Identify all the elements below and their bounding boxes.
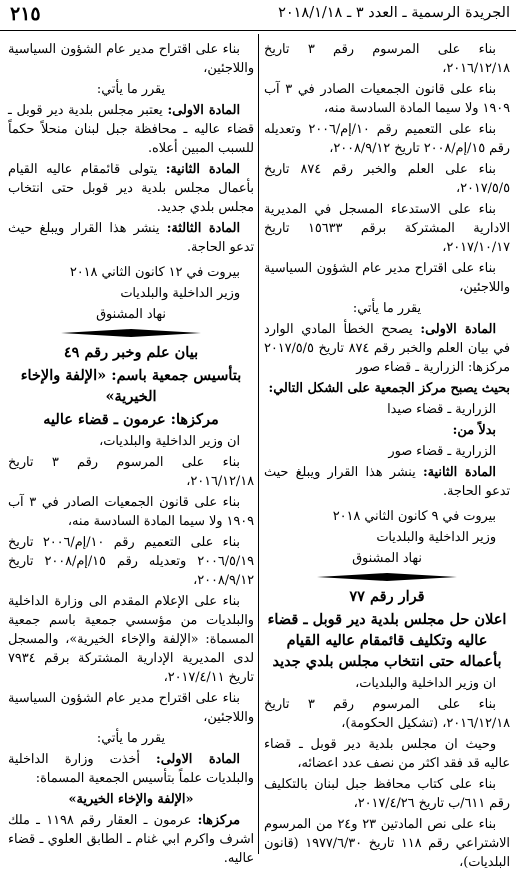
article-label: المادة الثانية: <box>422 465 496 480</box>
paragraph: بناء على اقتراح مدير عام الشؤون السياسية واللاجئين، <box>264 261 510 295</box>
gazette-title: الجريدة الرسمية ـ العدد ٣ ـ ٢٠١٨/١/١٨ <box>278 5 510 21</box>
paragraph: بناء على الإعلام المقدم الى وزارة الداخلية والبلديات من مؤسسي جمعية باسم جمعية المسماة: «الإلفة والإخاء الخيرية»، والمسجل لدى المديرية الإدارية المشتركة برقم ٧٩٣٤ تاريخ ٢٠١٧/٤/١١، <box>8 594 254 685</box>
paragraph: بناء على العلم والخبر رقم ٨٧٤ تاريخ ٢٠١٧/٥/٥، <box>264 162 510 196</box>
paragraph: بناء على اقتراح مدير عام الشؤون السياسية واللاجئين، <box>8 691 254 725</box>
paragraph: بناء على نص المادتين ٢٣ و٢٤ من المرسوم الاشتراعي رقم ١١٨ تاريخ ١٩٧٧/٦/٣٠ (قانون البلديات)، <box>264 817 510 870</box>
paragraph: بناء على اقتراح مدير عام الشؤون السياسية واللاجئين، <box>8 42 254 76</box>
paragraph: بناء على التعميم رقم ١٠/إم/٢٠٠٦ وتعديله رقم ١٥/إم/٢٠٠٨ تاريخ ٢٠٠٨/٩/١٢، <box>264 122 510 156</box>
right-column <box>264 40 510 874</box>
decides-line: يقرر ما يأتي: <box>352 301 422 316</box>
article-1 <box>8 101 254 158</box>
decision-heading: اعلان حل مجلس بلدية دير قوبل ـ قضاء عاليه وتكليف قائمقام عاليه القيام بأعماله حتى انتخاب مجلس بلدي جديد <box>267 611 507 670</box>
date-line: بيروت في ٩ كانون الثاني ٢٠١٨ <box>332 509 496 524</box>
article-text: يصحح الخطأ المادي الوارد في بيان العلم والخبر رقم ٨٧٤ تاريخ ٢٠١٧/٥/٥ مركزها: الزرارية ـ قضاء صور <box>264 322 510 375</box>
article-2 <box>264 463 510 501</box>
article-1 <box>264 320 510 377</box>
minister-name: نهاد المشنوق <box>352 551 422 566</box>
paragraph: بناء على قانون الجمعيات الصادر في ٣ آب ١٩٠٩ ولا سيما المادة السادسة منه، <box>8 495 254 529</box>
minister-title: وزير الداخلية والبلديات <box>120 286 240 301</box>
article-text: ينشر هذا القرار ويبلغ حيث تدعو الحاجة. <box>8 221 254 255</box>
date-line: بيروت في ١٢ كانون الثاني ٢٠١٨ <box>69 265 240 280</box>
paragraph: بناء على المرسوم رقم ٣ تاريخ ٢٠١٦/١٢/١٨، <box>8 455 254 489</box>
notice-article-1 <box>8 750 254 788</box>
instead-of-label: بدلاً من: <box>452 423 496 438</box>
association-name: «الإلفة والإخاء الخيرية» <box>68 792 194 807</box>
article-label: المادة الاولى: <box>420 322 496 337</box>
decision-title: قرار رقم ٧٧ <box>349 588 425 605</box>
article-text: أخذت وزارة الداخلية والبلديات علماً بتأسيس الجمعية المسماة: <box>8 752 254 786</box>
paragraph: بناء على الاستدعاء المسجل في المديرية الادارية المشتركة برقم ١٥٦٣٣ تاريخ ٢٠١٧/١٠/١٧، <box>264 202 510 255</box>
article-3 <box>8 219 254 257</box>
column-divider <box>258 34 259 854</box>
minister-title: وزير الداخلية والبلديات <box>376 530 496 545</box>
article-text: ينشر هذا القرار ويبلغ حيث تدعو الحاجة. <box>264 465 510 499</box>
notice-title: بيان علم وخبر رقم ٤٩ <box>63 344 199 361</box>
association-seat <box>8 811 254 868</box>
separator-ornament <box>317 573 457 581</box>
minister-name: نهاد المشنوق <box>96 307 166 322</box>
paragraph: وحيث ان مجلس بلدية دير قوبل ـ قضاء عاليه قد فقد اكثر من نصف عدد اعضائه، <box>264 737 510 771</box>
paragraph: ان وزير الداخلية والبلديات، <box>99 434 240 449</box>
correction-line: الزرارية ـ قضاء صيدا <box>387 402 496 417</box>
page-header <box>0 0 516 31</box>
article-text: يتولى قائمقام عاليه القيام بأعمال مجلس بلدية دير قوبل حتى انتخاب مجلس بلدي جديد. <box>8 162 254 215</box>
page-number: ٢١٥ <box>10 3 41 25</box>
paragraph: بناء على التعميم رقم ١٠/إم/٢٠٠٦ تاريخ ٢٠٠٦/٥/١٩ وتعديله رقم ١٥/إم/٢٠٠٨ تاريخ ٢٠٠٨/٩/١٢، <box>8 535 254 588</box>
decides-line: يقرر ما يأتي: <box>96 731 166 746</box>
paragraph: بناء على المرسوم رقم ٣ تاريخ ٢٠١٦/١٢/١٨، <box>264 42 510 76</box>
article-2 <box>8 160 254 217</box>
paragraph: بناء على كتاب محافظ جبل لبنان بالتكليف رقم ٦١١/ب تاريخ ٢٠١٧/٤/٢٦، <box>264 777 510 811</box>
notice-subtitle: بتأسيس جمعية باسم: «الإلفة والإخاء الخيرية» <box>20 367 242 405</box>
separator-ornament <box>61 329 201 337</box>
left-column <box>8 40 254 870</box>
article-label: المادة الاولى: <box>167 103 241 118</box>
correction-heading: بحيث يصبح مركز الجمعية على الشكل التالي: <box>268 381 510 396</box>
decides-line: يقرر ما يأتي: <box>96 82 166 97</box>
article-label: المادة الاولى: <box>156 752 240 767</box>
paragraph: بناء على قانون الجمعيات الصادر في ٣ آب ١٩٠٩ ولا سيما المادة السادسة منه، <box>264 82 510 116</box>
article-label: المادة الثانية: <box>165 162 240 177</box>
article-label: المادة الثالثة: <box>166 221 240 236</box>
seat-text: عرمون ـ العقار رقم ١١٩٨ ـ ملك اشرف واكرم ابي غنام ـ الطابق العلوي ـ قضاء عاليه. <box>8 813 254 866</box>
notice-subtitle: مركزها: عرمون ـ قضاء عاليه <box>43 411 219 428</box>
paragraph: بناء على المرسوم رقم ٣ تاريخ ٢٠١٦/١٢/١٨، (تشكيل الحكومة)، <box>264 697 510 731</box>
article-text: يعتبر مجلس بلدية دير قوبل ـ قضاء عاليه ـ محافظة جبل لبنان منحلاً حكماً للسبب المبين أعلاه. <box>8 103 254 156</box>
paragraph: ان وزير الداخلية والبلديات، <box>355 676 496 691</box>
seat-label: مركزها: <box>197 813 241 828</box>
correction-line: الزرارية ـ قضاء صور <box>388 444 496 459</box>
